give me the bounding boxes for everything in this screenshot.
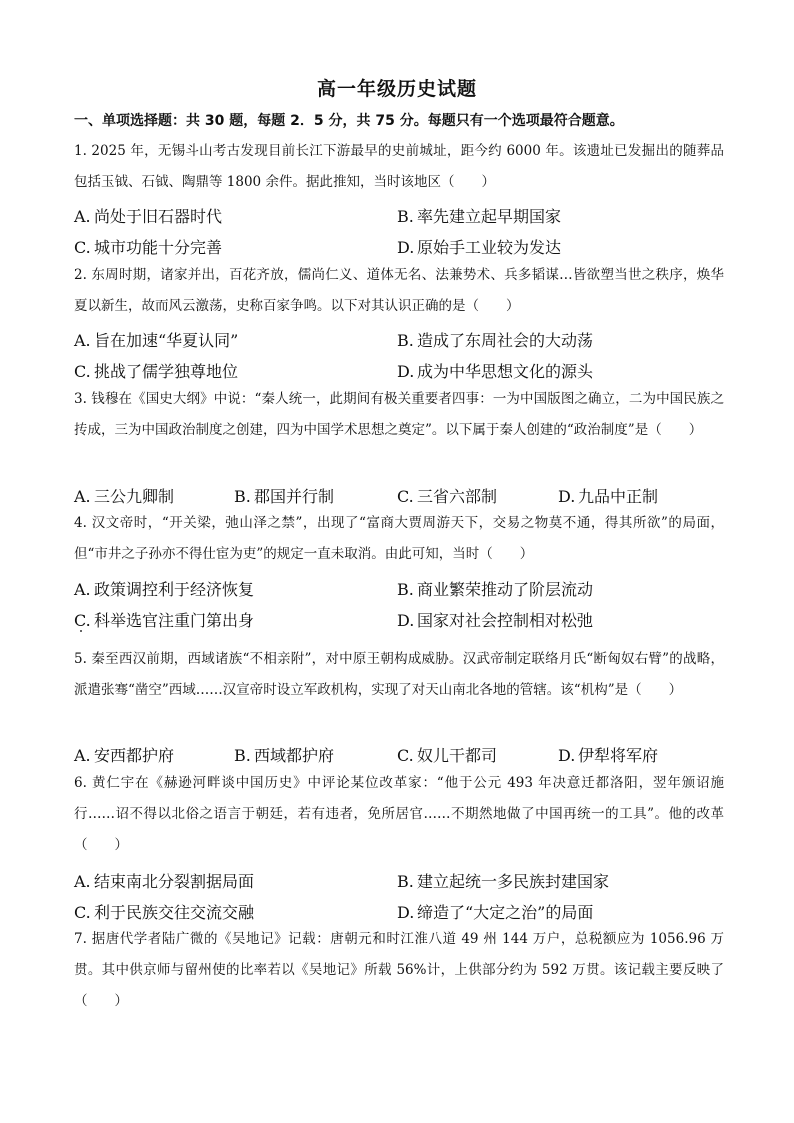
option-b[interactable]: B. 郡国并行制 xyxy=(234,487,335,506)
option-c[interactable]: C. 挑战了儒学独尊地位 xyxy=(74,362,239,381)
question-stem: 3. 钱穆在《国史大纲》中说：“秦人统一，此期间有极关重要者四事：一为中国版图之确立，二为中国民族之抟成，三为中国政治制度之创建，四为中国学术思想之奠定”。以下属于秦人创建的“政治制度”是（ ） xyxy=(74,391,724,438)
option-c[interactable]: C. 城市功能十分完善 xyxy=(74,238,223,257)
option-d[interactable]: D. 国家对社会控制相对松弛 xyxy=(397,611,594,630)
scan-dot xyxy=(80,630,82,632)
question-2 xyxy=(74,260,724,322)
question-4 xyxy=(74,508,724,570)
question-stem: 1. 2025 年，无锡斗山考古发现目前长江下游最早的史前城址，距今约 6000 年。该遗址已发掘出的随葬品包括玉钺、石钺、陶鼎等 1800 余件。据此推知，当时该地区（ ） xyxy=(74,143,724,190)
option-a[interactable]: A. 尚处于旧石器时代 xyxy=(74,207,223,226)
option-c[interactable]: C. 利于民族交往交流交融 xyxy=(74,903,255,922)
option-b[interactable]: B. 西域都护府 xyxy=(234,746,335,765)
question-stem: 5. 秦至西汉前期，西域诸族“不相亲附”，对中原王朝构成威胁。汉武帝制定联络月氏“断匈奴右臂”的战略，派遣张骞“凿空”西域……汉宣帝时设立军政机构，实现了对天山南北各地的管辖。该“机构”是（ ） xyxy=(74,651,724,698)
option-b[interactable]: B. 造成了东周社会的大动荡 xyxy=(397,331,594,350)
option-d[interactable]: D. 原始手工业较为发达 xyxy=(397,238,562,257)
question-stem: 7. 据唐代学者陆广微的《吴地记》记载：唐朝元和时江淮八道 49 州 144 万户，总税额应为 1056.96 万贯。其中供京师与留州使的比率若以《吴地记》所载 56%计，上供部分约为 592 万贯。该记载主要反映了（ ） xyxy=(74,931,724,1009)
question-stem: 2. 东周时期，诸家并出，百花齐放，儒尚仁义、道体无名、法兼势术、兵多韬谋…皆欲塑当世之秩序，焕华夏以新生，故而风云激荡，史称百家争鸣。以下对其认识正确的是（ ） xyxy=(74,267,724,314)
question-6 xyxy=(74,768,724,861)
option-c[interactable]: C. 科举选官注重门第出身 xyxy=(74,611,255,630)
option-d[interactable]: D. 成为中华思想文化的源头 xyxy=(397,362,594,381)
option-d[interactable]: D. 伊犁将军府 xyxy=(558,746,659,765)
question-1 xyxy=(74,136,724,198)
option-d[interactable]: D. 缔造了“大定之治”的局面 xyxy=(397,903,594,922)
option-a[interactable]: A. 结束南北分裂割据局面 xyxy=(74,872,255,891)
option-b[interactable]: B. 商业繁荣推动了阶层流动 xyxy=(397,580,594,599)
option-b[interactable]: B. 率先建立起早期国家 xyxy=(397,207,562,226)
option-a[interactable]: A. 政策调控利于经济恢复 xyxy=(74,580,255,599)
option-a[interactable]: A. 旨在加速“华夏认同” xyxy=(74,331,239,350)
question-3 xyxy=(74,384,724,446)
question-stem: 6. 黄仁宇在《赫逊河畔谈中国历史》中评论某位改革家：“他于公元 493 年决意迁都洛阳，翌年颁诏施行……诏不得以北俗之语言于朝廷，若有违者，免所居官……不期然地做了中国再统一的工具”。他的改革（ ） xyxy=(74,775,724,853)
option-a[interactable]: A. 三公九卿制 xyxy=(74,487,175,506)
option-a[interactable]: A. 安西都护府 xyxy=(74,746,175,765)
question-7 xyxy=(74,924,724,1017)
option-b[interactable]: B. 建立起统一多民族封建国家 xyxy=(397,872,610,891)
question-5 xyxy=(74,644,724,706)
page-title: 高一年级历史试题 xyxy=(316,78,477,100)
section-heading: 一、单项选择题：共 30 题，每题 2．5 分，共 75 分。每题只有一个选项最符合题意。 xyxy=(74,113,624,129)
option-c[interactable]: C. 三省六部制 xyxy=(397,487,498,506)
option-d[interactable]: D. 九品中正制 xyxy=(558,487,659,506)
question-stem: 4. 汉文帝时，“开关梁，弛山泽之禁”，出现了“富商大贾周游天下，交易之物莫不通，得其所欲”的局面，但“市井之子孙亦不得仕宦为吏”的规定一直未取消。由此可知，当时（ ） xyxy=(74,515,724,562)
option-c[interactable]: C. 奴儿干都司 xyxy=(397,746,498,765)
